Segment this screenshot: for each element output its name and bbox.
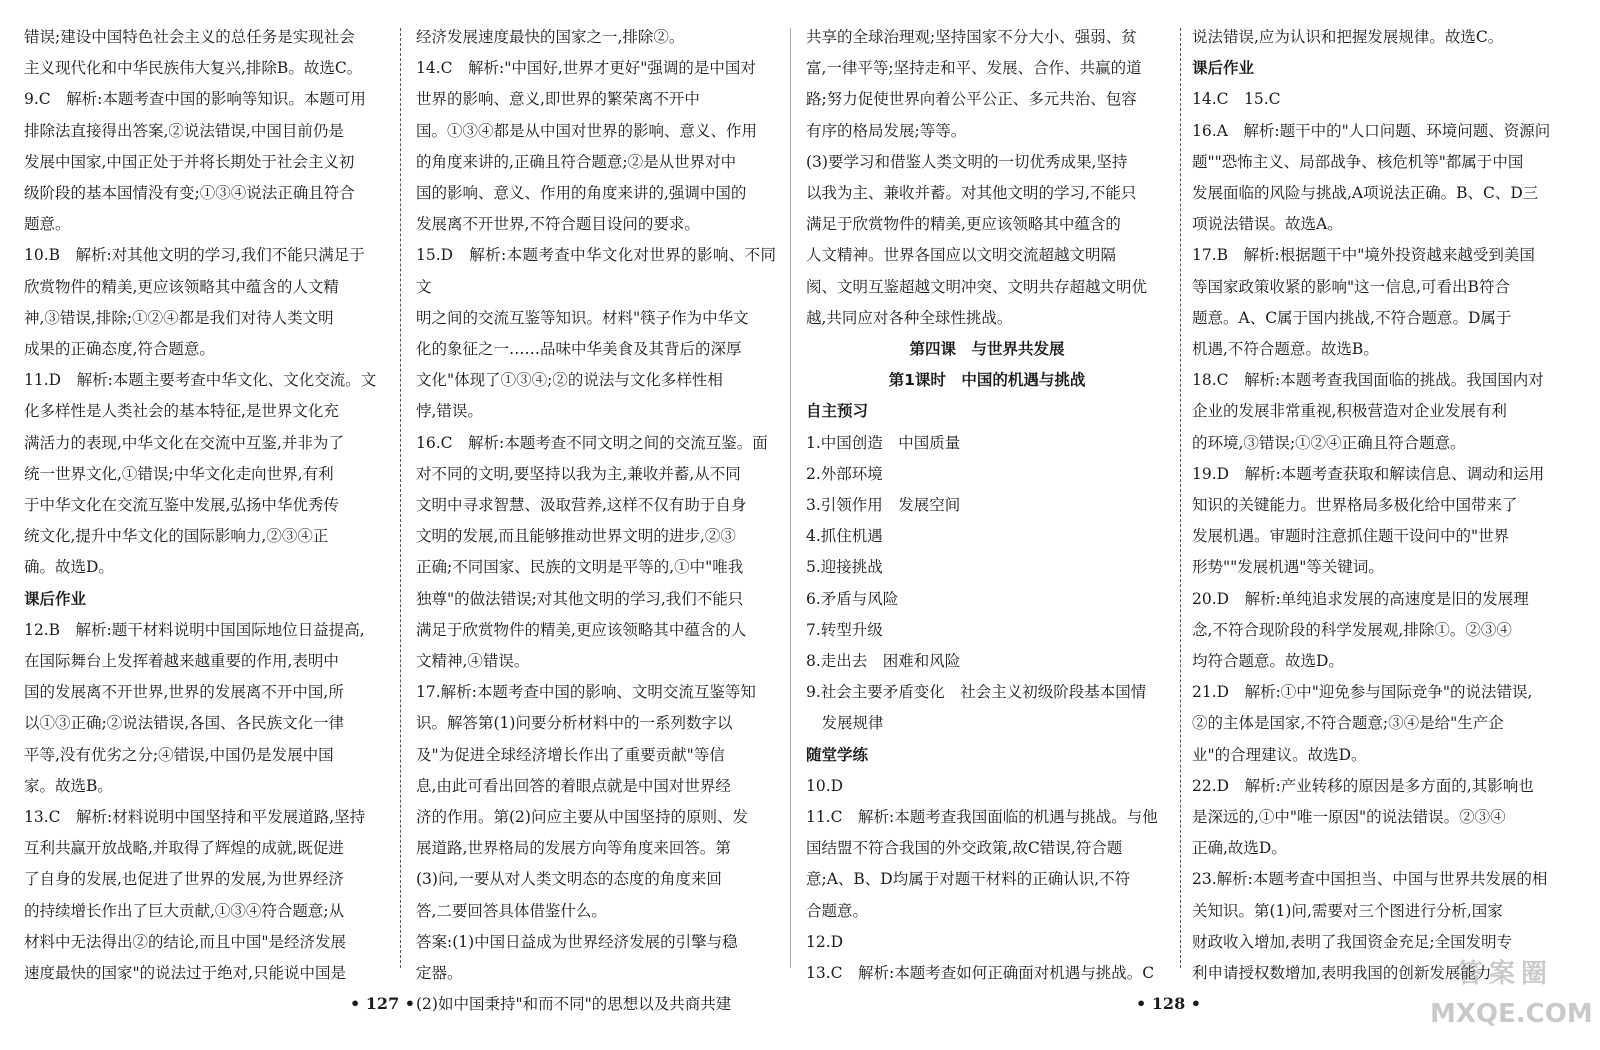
answer-line: 国结盟不符合我国的外交政策,故C错误,符合题 xyxy=(806,839,1123,858)
answer-line: 14.C 15.C xyxy=(1192,90,1281,109)
answer-line: 16.A 解析:题干中的"人口问题、环境问题、资源问 xyxy=(1192,121,1551,140)
answer-line: (3)问,一要从对人类文明态的态度的角度来回 xyxy=(416,870,722,889)
answer-line: 错误;建设中国特色社会主义的总任务是实现社会 xyxy=(24,28,355,46)
answer-line: 发展离不开世界,不符合题目设问的要求。 xyxy=(416,215,700,234)
answer-line: 人文精神。世界各国应以文明交流超越文明隔 xyxy=(806,246,1117,265)
answer-line: 10.B 解析:对其他文明的学习,我们不能只满足于 xyxy=(24,246,365,265)
answer-line: (3)要学习和借鉴人类文明的一切优秀成果,坚持 xyxy=(806,152,1128,171)
answer-line: 越,共同应对各种全球性挑战。 xyxy=(806,308,1013,327)
answer-line: 6.矛盾与风险 xyxy=(806,589,899,608)
answer-line: 富,一律平等;坚持走和平、发展、合作、共赢的道 xyxy=(806,59,1142,78)
answer-line: 18.C 解析:本题考查我国面临的挑战。我国国内对 xyxy=(1192,371,1544,390)
answer-line: 满活力的表现,中华文化在交流中互鉴,并非为了 xyxy=(24,433,344,452)
answer-line: 意;A、B、D均属于对题干材料的正确认识,不符 xyxy=(806,870,1131,889)
answer-line: 文化"体现了①③④;②的说法与文化多样性相 xyxy=(416,371,723,390)
answer-line: 均符合题意。故选D。 xyxy=(1192,652,1344,671)
answer-line: 于中华文化在交流互鉴中发展,弘扬中华优秀传 xyxy=(24,496,339,515)
answer-line: 互利共赢开放战略,并取得了辉煌的成就,既促进 xyxy=(24,839,344,858)
answer-line: 题""恐怖主义、局部战争、核危机等"都属于中国 xyxy=(1192,152,1524,171)
answer-line: 欣赏物件的精美,更应该领略其中蕴含的人文精 xyxy=(24,277,339,296)
answer-line: 识。解答第(1)问要分析材料中的一系列数字以 xyxy=(416,714,733,733)
answer-line: 13.C 解析:本题考查如何正确面对机遇与挑战。C xyxy=(806,964,1155,983)
answer-line: 1.中国创造 中国质量 xyxy=(806,433,961,452)
answer-line: 国的影响、意义、作用的角度来讲的,强调中国的 xyxy=(416,184,747,203)
answer-line: 机遇,不符合题意。故选B。 xyxy=(1192,340,1379,359)
lesson-title: 第1课时 中国的机遇与挑战 xyxy=(888,371,1086,390)
answer-line: 利申请授权数增加,表明我国的创新发展能力 xyxy=(1192,964,1492,983)
answer-line: 的角度来讲的,正确且符合题意;②是从世界对中 xyxy=(416,152,737,171)
section-heading: 随堂学练 xyxy=(806,745,869,764)
watermark-line-1: 答案圈 xyxy=(1456,959,1553,989)
answer-line: 14.C 解析:"中国好,世界才更好"强调的是中国对 xyxy=(416,59,756,78)
answer-line: 济的作用。第(2)问应主要从中国坚持的原则、发 xyxy=(416,808,748,827)
answer-line: 共享的全球治理观;坚持国家不分大小、强弱、贫 xyxy=(806,28,1137,46)
answer-line: 展道路,世界格局的发展方向等角度来回答。第 xyxy=(416,839,731,858)
answer-line: 12.B 解析:题干材料说明中国国际地位日益提高, xyxy=(24,620,365,639)
answer-line: 国的发展离不开世界,世界的发展离不开中国,所 xyxy=(24,683,344,702)
answer-line: 发展机遇。审题时注意抓住题干设问中的"世界 xyxy=(1192,527,1510,546)
answer-line: 10.D xyxy=(806,776,844,795)
answer-line: 的环境,③错误;①②④正确且符合题意。 xyxy=(1192,433,1466,452)
answer-line: 了自身的发展,也促进了世界的发展,为世界经济 xyxy=(24,870,344,889)
column-2 xyxy=(416,22,776,1014)
answer-line: 文明的发展,而且能够推动世界文明的进步,②③ xyxy=(416,527,736,546)
answer-line: 息,由此可看出回答的着眼点就是中国对世界经 xyxy=(416,776,731,795)
answer-line: (2)如中国秉持"和而不同"的思想以及共商共建 xyxy=(416,995,732,1014)
answer-line: 5.迎接挑战 xyxy=(806,558,883,577)
answer-line: 17.B 解析:根据题干中"境外投资越来越受到美国 xyxy=(1192,246,1535,265)
answer-line: 3.引领作用 发展空间 xyxy=(806,496,961,515)
answer-line: 11.C 解析:本题考查我国面临的机遇与挑战。与他 xyxy=(806,808,1158,827)
answer-line: 文明中寻求智慧、汲取营养,这样不仅有助于自身 xyxy=(416,496,747,515)
answer-line: 12.D xyxy=(806,932,844,951)
answer-line: 答,二要回答具体借鉴什么。 xyxy=(416,901,607,920)
column-divider xyxy=(1180,28,1181,968)
answer-line: 主义现代化和中华民族伟大复兴,排除B。故选C。 xyxy=(24,59,363,78)
answer-line: 平等,没有优劣之分;④错误,中国仍是发展中国 xyxy=(24,745,334,764)
answer-line: 排除法直接得出答案,②说法错误,中国目前仍是 xyxy=(24,121,344,140)
answer-line: 说法错误,应为认识和把握发展规律。故选C。 xyxy=(1192,28,1504,46)
answer-line: 正确;不同国家、民族的文明是平等的,①中"唯我 xyxy=(416,558,744,577)
answer-line: 在国际舞台上发挥着越来越重要的作用,表明中 xyxy=(24,652,339,671)
answer-line: 成果的正确态度,符合题意。 xyxy=(24,340,215,359)
column-3 xyxy=(806,22,1168,983)
answer-line: 国。①③④都是从中国对世界的影响、意义、作用 xyxy=(416,121,758,140)
answer-line: 及"为促进全球经济增长作出了重要贡献"等信 xyxy=(416,745,725,764)
lesson-title: 第四课 与世界共发展 xyxy=(909,340,1065,359)
answer-line: 经济发展速度最快的国家之一,排除②。 xyxy=(416,28,685,46)
answer-line: 19.D 解析:本题考查获取和解读信息、调动和运用 xyxy=(1192,464,1545,483)
answer-line: 神,③错误,排除;①②④都是我们对待人类文明 xyxy=(24,308,334,327)
answer-line: 项说法错误。故选A。 xyxy=(1192,215,1343,234)
answer-line: 以①③正确;②说法错误,各国、各民族文化一律 xyxy=(24,714,345,733)
answer-line: 17.解析:本题考查中国的影响、文明交流互鉴等知 xyxy=(416,683,756,702)
answer-line: 20.D 解析:单纯追求发展的高速度是旧的发展理 xyxy=(1192,589,1529,608)
answer-line: 财政收入增加,表明了我国资金充足;全国发明专 xyxy=(1192,932,1513,951)
answer-line: 念,不符合现阶段的科学发展观,排除①。②③④ xyxy=(1192,620,1512,639)
watermark-line-2: MXQE.COM xyxy=(1430,999,1593,1029)
page-number-left: • 127 • xyxy=(350,994,415,1013)
answer-line: 8.走出去 困难和风险 xyxy=(806,652,961,671)
answer-line: 11.D 解析:本题主要考查中华文化、文化交流。文 xyxy=(24,371,377,390)
answer-line: 题意。A、C属于国内挑战,不符合题意。D属于 xyxy=(1192,308,1512,327)
answer-line: 阂、文明互鉴超越文明冲突、文明共存超越文明优 xyxy=(806,277,1148,296)
answer-line: 合题意。 xyxy=(806,901,869,920)
answer-line: 以我为主、兼收并蓄。对其他文明的学习,不能只 xyxy=(806,184,1137,203)
answer-line: 材料中无法得出②的结论,而且中国"是经济发展 xyxy=(24,932,347,951)
watermark-logo xyxy=(1430,954,1593,1042)
answer-line: 路;努力促使世界向着公平公正、多元共治、包容 xyxy=(806,90,1137,109)
answer-line: 15.D 解析:本题考查中华文化对世界的影响、不同文 xyxy=(416,246,776,296)
answer-line: 9.社会主要矛盾变化 社会主义初级阶段基本国情 xyxy=(806,683,1147,702)
answer-line: 的持续增长作出了巨大贡献,①③④符合题意;从 xyxy=(24,901,345,920)
answer-line: 13.C 解析:材料说明中国坚持和平发展道路,坚持 xyxy=(24,808,366,827)
answer-line: 悖,错误。 xyxy=(416,402,483,421)
answer-line: 统一世界文化,①错误;中华文化走向世界,有利 xyxy=(24,464,334,483)
answer-line: 世界的影响、意义,即世界的繁荣离不开中 xyxy=(416,90,700,109)
answer-line: 明之间的交流互鉴等知识。材料"筷子作为中华文 xyxy=(416,308,749,327)
answer-line: 9.C 解析:本题考查中国的影响等知识。本题可用 xyxy=(24,90,366,109)
answer-line: 级阶段的基本国情没有变;①③④说法正确且符合 xyxy=(24,184,355,203)
page-gutter xyxy=(790,28,791,968)
answer-line: 有序的格局发展;等等。 xyxy=(806,121,967,140)
answer-line: 关知识。第(1)问,需要对三个图进行分析,国家 xyxy=(1192,901,1503,920)
answer-line: 7.转型升级 xyxy=(806,620,883,639)
answer-line: 正确,故选D。 xyxy=(1192,839,1287,858)
answer-line: 4.抓住机遇 xyxy=(806,527,883,546)
answer-line: 定器。 xyxy=(416,964,463,983)
answer-line: ②的主体是国家,不符合题意;③④是给"生产企 xyxy=(1192,714,1504,733)
answer-line: 速度最快的国家"的说法过于绝对,只能说中国是 xyxy=(24,964,347,983)
answer-line: 知识的关键能力。世界格局多极化给中国带来了 xyxy=(1192,496,1518,515)
section-heading: 自主预习 xyxy=(806,402,869,421)
column-1 xyxy=(24,22,386,983)
answer-line: 化多样性是人类社会的基本特征,是世界文化充 xyxy=(24,402,339,421)
answer-line: 23.解析:本题考查中国担当、中国与世界共发展的相 xyxy=(1192,870,1548,889)
column-divider xyxy=(400,28,401,968)
answer-line: 企业的发展非常重视,积极营造对企业发展有利 xyxy=(1192,402,1507,421)
answer-line: 家。故选B。 xyxy=(24,776,113,795)
answer-line: 发展中国家,中国正处于并将长期处于社会主义初 xyxy=(24,152,355,171)
answer-line: 16.C 解析:本题考查不同文明之间的交流互鉴。面 xyxy=(416,433,768,452)
answer-line: 2.外部环境 xyxy=(806,464,883,483)
answer-line: 满足于欣赏物件的精美,更应该领略其中蕴含的 xyxy=(806,215,1121,234)
answer-line: 化的象征之一……品味中华美食及其背后的深厚 xyxy=(416,340,742,359)
answer-line: 满足于欣赏物件的精美,更应该领略其中蕴含的人 xyxy=(416,620,747,639)
answer-line: 形势""发展机遇"等关键词。 xyxy=(1192,558,1384,577)
answer-line: 独尊"的做法错误;对其他文明的学习,我们不能只 xyxy=(416,589,744,608)
answer-line: 22.D 解析:产业转移的原因是多方面的,其影响也 xyxy=(1192,776,1534,795)
answer-line: 对不同的文明,要坚持以我为主,兼收并蓄,从不同 xyxy=(416,464,741,483)
answer-line: 发展规律 xyxy=(806,714,884,733)
answer-line: 是深远的,①中"唯一原因"的说法错误。②③④ xyxy=(1192,808,1506,827)
page-number-right: • 128 • xyxy=(1136,994,1201,1013)
answer-line: 答案:(1)中国日益成为世界经济发展的引擎与稳 xyxy=(416,932,738,951)
answer-line: 等国家政策收紧的影响"这一信息,可看出B符合 xyxy=(1192,277,1510,296)
answer-line: 题意。 xyxy=(24,215,71,234)
answer-line: 文精神,④错误。 xyxy=(416,652,530,671)
answer-line: 业"的合理建议。故选D。 xyxy=(1192,745,1367,764)
answer-line: 发展面临的风险与挑战,A项说法正确。B、C、D三 xyxy=(1192,184,1539,203)
section-heading: 课后作业 xyxy=(24,589,87,608)
answer-line: 统文化,提升中华文化的国际影响力,②③④正 xyxy=(24,527,329,546)
answer-line: 21.D 解析:①中"迎免参与国际竞争"的说法错误, xyxy=(1192,683,1533,702)
answer-line: 确。故选D。 xyxy=(24,558,114,577)
section-heading: 课后作业 xyxy=(1192,59,1255,78)
